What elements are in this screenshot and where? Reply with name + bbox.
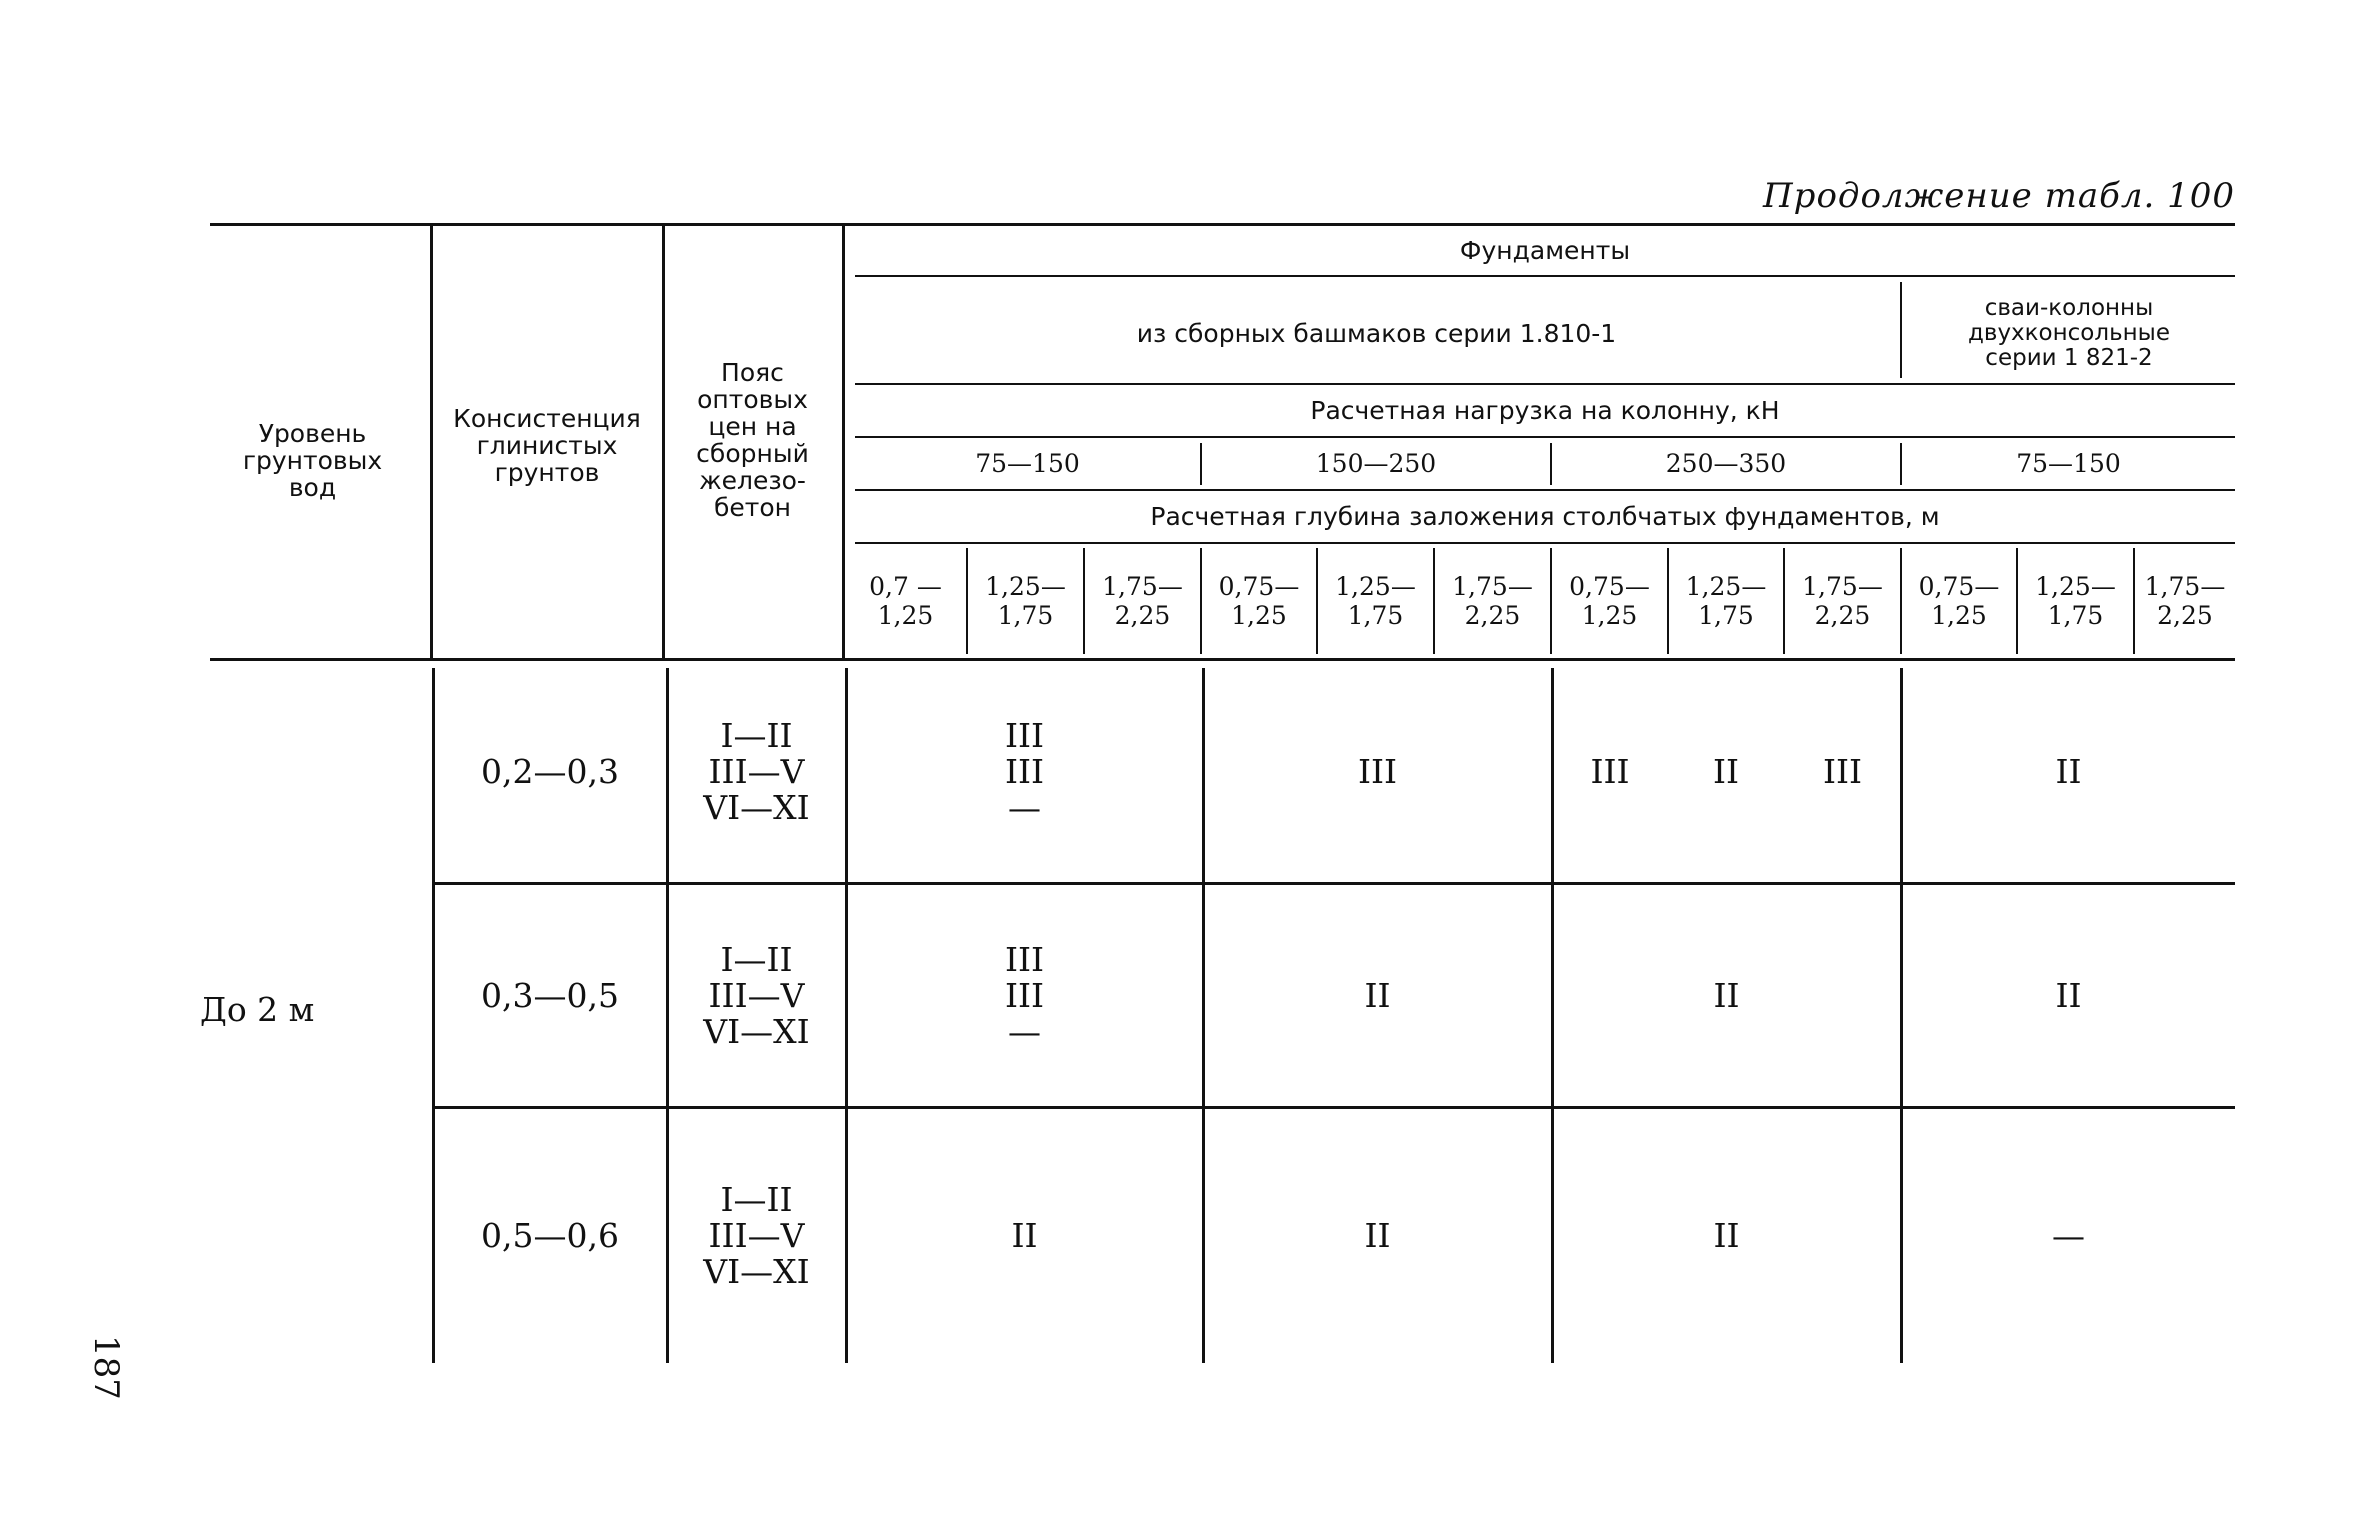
depth-col-10: 0,75— 1,25 [1918,572,2000,630]
row-2-consistency: 0,3—0,5 [481,975,619,1015]
row-3-group-1: II [1011,1216,1038,1255]
rule-under-series [855,383,2235,385]
header-shoe-foundations: из сборных башмаков серии 1.810-1 [1136,318,1617,348]
row-1-group-1: III III — [1004,715,1045,827]
row-2-group-3: II [1713,975,1740,1015]
depth-col-12: 1,75— 2,25 [2144,572,2226,630]
header-pile-columns: сваи-колонны двухконсольные серии 1 821-2 [1967,294,2170,371]
row-1-group-3a: III [1590,751,1630,791]
table-caption: Продолжение табл. 100 [1763,176,2235,216]
row-2-zones: I—II III—V VI—XI [703,939,810,1051]
depth-col-5: 1,25— 1,75 [1335,572,1416,630]
row-3-zones: I—II III—V VI—XI [703,1180,810,1291]
rule-under-loads [855,489,2235,491]
depth-col-9: 1,75— 2,25 [1802,572,1883,630]
depth-col-2: 1,25— 1,75 [985,572,1066,630]
row-3-consistency: 0,5—0,6 [481,1216,619,1255]
rule-under-foundations [855,275,2235,277]
depth-col-7: 0,75— 1,25 [1569,572,1650,630]
row-3-group-4: — [2052,1216,2085,1255]
row-1-group-3c: III [1822,751,1863,791]
header-price-zone: Пояс оптовых цен на сборный железо-бетон [696,358,809,522]
depth-col-11: 1,25— 1,75 [2035,572,2116,630]
header-consistency: Консистенция глинистых грунтов [453,403,641,487]
row-3-group-2: II [1364,1216,1391,1255]
header-load-3: 250—350 [1665,449,1787,478]
header-load-4: 75—150 [2016,449,2121,478]
row-1-consistency: 0,2—0,3 [481,751,619,791]
rule-under-load-title [855,436,2235,438]
row-1-group-2: III [1357,751,1398,791]
row-2-group-1: III III — [1004,939,1045,1051]
row-1-group-3b: II [1712,751,1740,791]
header-load-2: 150—250 [1315,449,1437,478]
header-vline-series [1900,282,1902,378]
groundwater-value: До 2 м [200,990,315,1029]
row-1-zones: I—II III—V VI—XI [703,715,810,827]
header-depth-title: Расчетная глубина заложения столбчатых фундаментов, м [1150,502,1940,531]
row-2-group-4: II [2055,975,2082,1015]
header-groundwater: Уровень грунтовых вод [242,418,383,502]
row-3-group-3: II [1713,1216,1740,1255]
page-number: 187 [86,1335,126,1400]
header-foundations: Фундаменты [1459,235,1631,265]
depth-col-4: 0,75— 1,25 [1218,572,1300,630]
depth-col-1: 0,7 — 1,25 [869,572,942,630]
header-load-title: Расчетная нагрузка на колонну, кН [1310,396,1780,425]
row-1-group-4: II [2055,751,2082,791]
rule-under-depth-title [855,542,2235,544]
depth-col-6: 1,75— 2,25 [1452,572,1533,630]
depth-col-3: 1,75— 2,25 [1102,572,1183,630]
depth-col-8: 1,25— 1,75 [1685,572,1767,630]
header-load-1: 75—150 [975,449,1080,478]
row-2-group-2: II [1364,975,1391,1015]
